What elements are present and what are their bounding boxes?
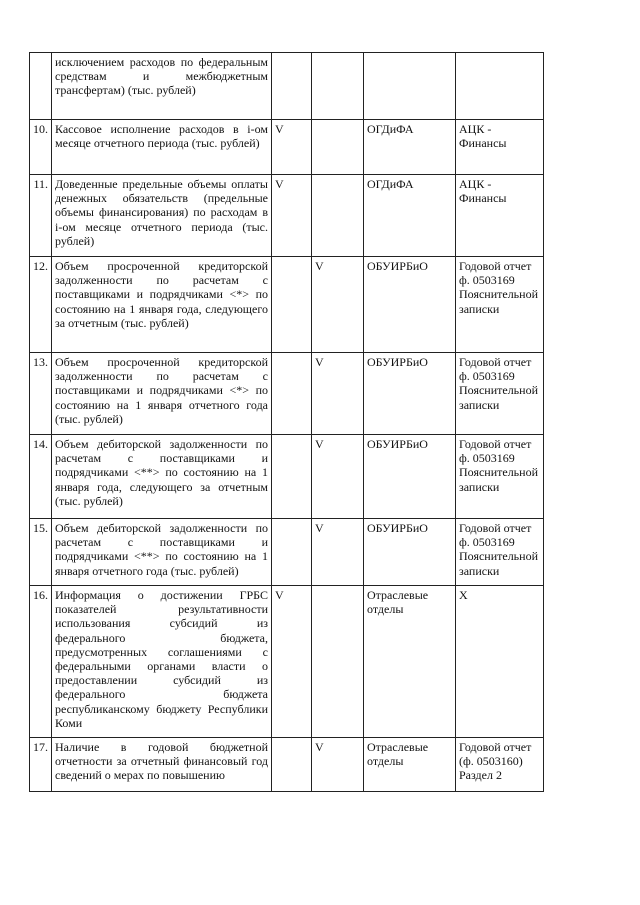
indicator-description: исключением расходов по федеральным средствам и межбюджетным трансфертам) (тыс. рублей) [52,53,272,120]
data-source: X [456,586,544,738]
table-row [30,519,544,586]
responsible-department: Отраслевые отделы [364,586,456,738]
mark-column-1 [272,257,312,353]
indicator-description: Наличие в годовой бюджетной отчетности за отчетный финансовый год сведений о мерах по повышению [52,738,272,792]
row-number: 10. [30,120,52,175]
mark-column-2: V [312,435,364,519]
mark-column-1: V [272,586,312,738]
table-row [30,738,544,792]
mark-column-2 [312,586,364,738]
data-source: Годовой отчет (ф. 0503160) Раздел 2 [456,738,544,792]
indicator-description: Объем дебиторской задолженности по расчетам с поставщиками и подрядчиками <**> по состоянию на 1 января отчетного года (тыс. рублей) [52,519,272,586]
mark-column-2: V [312,353,364,435]
mark-column-1: V [272,175,312,257]
table-row [30,120,544,175]
mark-column-2 [312,175,364,257]
mark-column-2 [312,120,364,175]
data-source: Годовой отчет ф. 0503169 Пояснительной записки [456,435,544,519]
table-row [30,257,544,353]
responsible-department [364,53,456,120]
mark-column-2 [312,53,364,120]
table-row [30,435,544,519]
indicator-description: Информация о достижении ГРБС показателей результативности использования субсидий из федерального бюджета, предусмотренных соглашениями с федеральными органами власти о предоставлении субсидий из федерального бюджета республиканскому бюджету Республики Коми [52,586,272,738]
mark-column-2: V [312,738,364,792]
mark-column-1 [272,435,312,519]
responsible-department: ОГДиФА [364,175,456,257]
row-number: 17. [30,738,52,792]
table-row [30,586,544,738]
row-number: 16. [30,586,52,738]
mark-column-2: V [312,519,364,586]
responsible-department: ОГДиФА [364,120,456,175]
indicator-description: Объем просроченной кредиторской задолженности по расчетам с поставщиками и подрядчиками <*> по состоянию на 1 января года, следующего за отчетным (тыс. рублей) [52,257,272,353]
indicator-description: Объем дебиторской задолженности по расчетам с поставщиками и подрядчиками <**> по состоянию на 1 января года, следующего за отчетным (тыс. рублей) [52,435,272,519]
table-row [30,175,544,257]
indicator-description: Объем просроченной кредиторской задолженности по расчетам с поставщиками и подрядчиками <*> по состоянию на 1 января отчетного года (тыс. рублей) [52,353,272,435]
mark-column-1: V [272,120,312,175]
table-row [30,53,544,120]
row-number: 13. [30,353,52,435]
mark-column-1 [272,519,312,586]
row-number: 15. [30,519,52,586]
table-row [30,353,544,435]
indicator-description: Доведенные предельные объемы оплаты денежных обязательств (предельные объемы финансирования) по расходам в i-ом месяце отчетного периода (тыс. рублей) [52,175,272,257]
responsible-department: ОБУИРБиО [364,353,456,435]
responsible-department: ОБУИРБиО [364,519,456,586]
data-source: Годовой отчет ф. 0503169 Пояснительной записки [456,257,544,353]
data-source: Годовой отчет ф. 0503169 Пояснительной записки [456,353,544,435]
data-source [456,53,544,120]
mark-column-1 [272,738,312,792]
mark-column-1 [272,53,312,120]
mark-column-2: V [312,257,364,353]
row-number: 14. [30,435,52,519]
data-source: АЦК - Финансы [456,175,544,257]
row-number: 12. [30,257,52,353]
responsible-department: ОБУИРБиО [364,435,456,519]
indicator-description: Кассовое исполнение расходов в i-ом месяце отчетного периода (тыс. рублей) [52,120,272,175]
row-number: 11. [30,175,52,257]
data-source: АЦК - Финансы [456,120,544,175]
responsible-department: ОБУИРБиО [364,257,456,353]
row-number [30,53,52,120]
data-source: Годовой отчет ф. 0503169 Пояснительной записки [456,519,544,586]
responsible-department: Отраслевые отделы [364,738,456,792]
mark-column-1 [272,353,312,435]
indicators-table [29,52,544,792]
